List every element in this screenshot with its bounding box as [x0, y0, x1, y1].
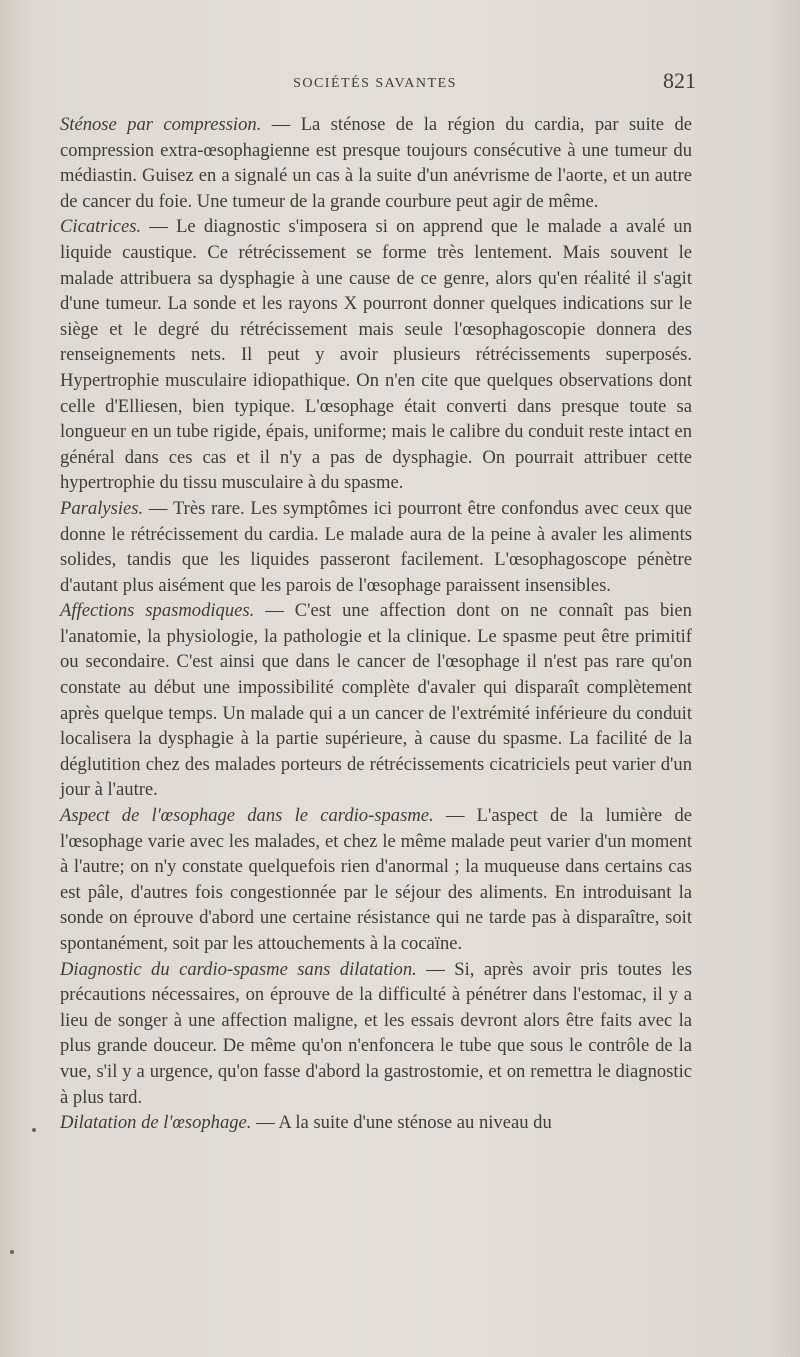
margin-speck: [32, 1128, 36, 1132]
paragraph-text: — L'aspect de la lumière de l'œsophage varie avec les malades, et chez le même malade peut varier d'un moment à l'autre; on n'y constate quelquefois rien d'anormal ; la muqueuse dans certains cas est pâle, d'autres fois congestionnée par le séjour des aliments. En introduisant la sonde on éprouve d'abord une certaine résistance qui ne tarde pas à disparaître, soit spontanément, soit par les attouchements à la cocaïne.: [60, 805, 692, 954]
body-text: [60, 112, 692, 1136]
paragraph-heading: Aspect de l'œsophage dans le cardio-spasme.: [60, 805, 434, 827]
paragraph-cicatrices: [60, 214, 692, 496]
page-header: [60, 68, 696, 102]
paragraph-dilatation: [60, 1110, 692, 1136]
paragraph-text: — Très rare. Les symptômes ici pourront être confondus avec ceux que donne le rétrécissement du cardia. Le malade aura de la peine à avaler les aliments solides, tandis que les liquides passeront facilement. L'œsophagoscope pénètre d'autant plus aisément que les parois de l'œsophage paraissent insensibles.: [60, 497, 692, 596]
paragraph-text: — Le diagnostic s'imposera si on apprend que le malade a avalé un liquide caustique. Ce rétrécissement se forme très lentement. Mais souvent le malade attribuera sa dysphagie à une cause de ce genre, alors qu'en réalité il s'agit d'une tumeur. La sonde et les rayons X pourront donner quelques indications sur le siège et le degré du rétrécissement mais seule l'œsophagoscopie donnera des renseignements nets. Il peut y avoir plusieurs rétrécissements superposés. Hypertrophie musculaire idiopathique. On n'en cite que quelques observations dont celle d'Elliesen, bien typique. L'œsophage était converti dans presque toute sa longueur en un tube rigide, épais, uniforme; mais le calibre du conduit reste intact en général dans ces cas et il n'y a pas de dysphagie. On pourrait attribuer cette hypertrophie du tissu musculaire à du spasme.: [60, 216, 692, 494]
paragraph-stenose: [60, 112, 692, 214]
paragraph-diagnostic-cardio-spasme: [60, 957, 692, 1111]
paragraph-heading: Cicatrices.: [60, 216, 142, 238]
paragraph-heading: Affections spasmodiques.: [60, 600, 255, 622]
paragraph-text: — Si, après avoir pris toutes les précautions nécessaires, on éprouve de la difficulté à pénétrer dans l'estomac, il y a lieu de songer à une affection maligne, et les essais devront alors être faits avec la plus grande douceur. De même qu'on n'enfoncera le tube que sous le contrôle de la vue, s'il y a urgence, qu'on fasse d'abord la gastrostomie, et on remettra le diagnostic à plus tard.: [60, 958, 692, 1108]
paragraph-paralysies: [60, 496, 692, 598]
page-number: 821: [663, 68, 696, 93]
paragraph-heading: Diagnostic du cardio-spasme sans dilatation.: [60, 958, 417, 980]
paragraph-affections-spasmodiques: [60, 598, 692, 803]
paragraph-text: — C'est une affection dont on ne connaît pas bien l'anatomie, la physiologie, la pathologie et la clinique. Le spasme peut être primitif ou secondaire. C'est ainsi que dans le cancer de l'œsophage il n'est pas rare qu'on constate au début une impossibilité complète d'avaler qui disparaît complètement après quelque temps. Un malade qui a un cancer de l'extrémité inférieure du conduit localisera la dysphagie à la partie supérieure, à cause du spasme. La facilité de la déglutition chez des malades porteurs de rétrécissements cicatriciels peut varier d'un jour à l'autre.: [60, 600, 692, 801]
running-head: SOCIÉTÉS SAVANTES: [293, 76, 457, 91]
paragraph-text: — A la suite d'une sténose au niveau du: [251, 1112, 552, 1134]
paragraph-heading: Paralysies.: [60, 497, 144, 519]
paragraph-heading: Dilatation de l'œsophage.: [60, 1112, 252, 1134]
paragraph-aspect-oesophage: [60, 803, 692, 957]
paragraph-text: — La sténose de la région du cardia, par suite de compression extra-œsophagienne est presque toujours consécutive à une tumeur du médiastin. Guisez en a signalé un cas à la suite d'un anévrisme de l'aorte, et un autre de cancer du foie. Une tumeur de la grande courbure peut agir de même.: [60, 114, 692, 212]
margin-speck: [10, 1250, 14, 1254]
paragraph-heading: Sténose par compression.: [60, 114, 262, 135]
